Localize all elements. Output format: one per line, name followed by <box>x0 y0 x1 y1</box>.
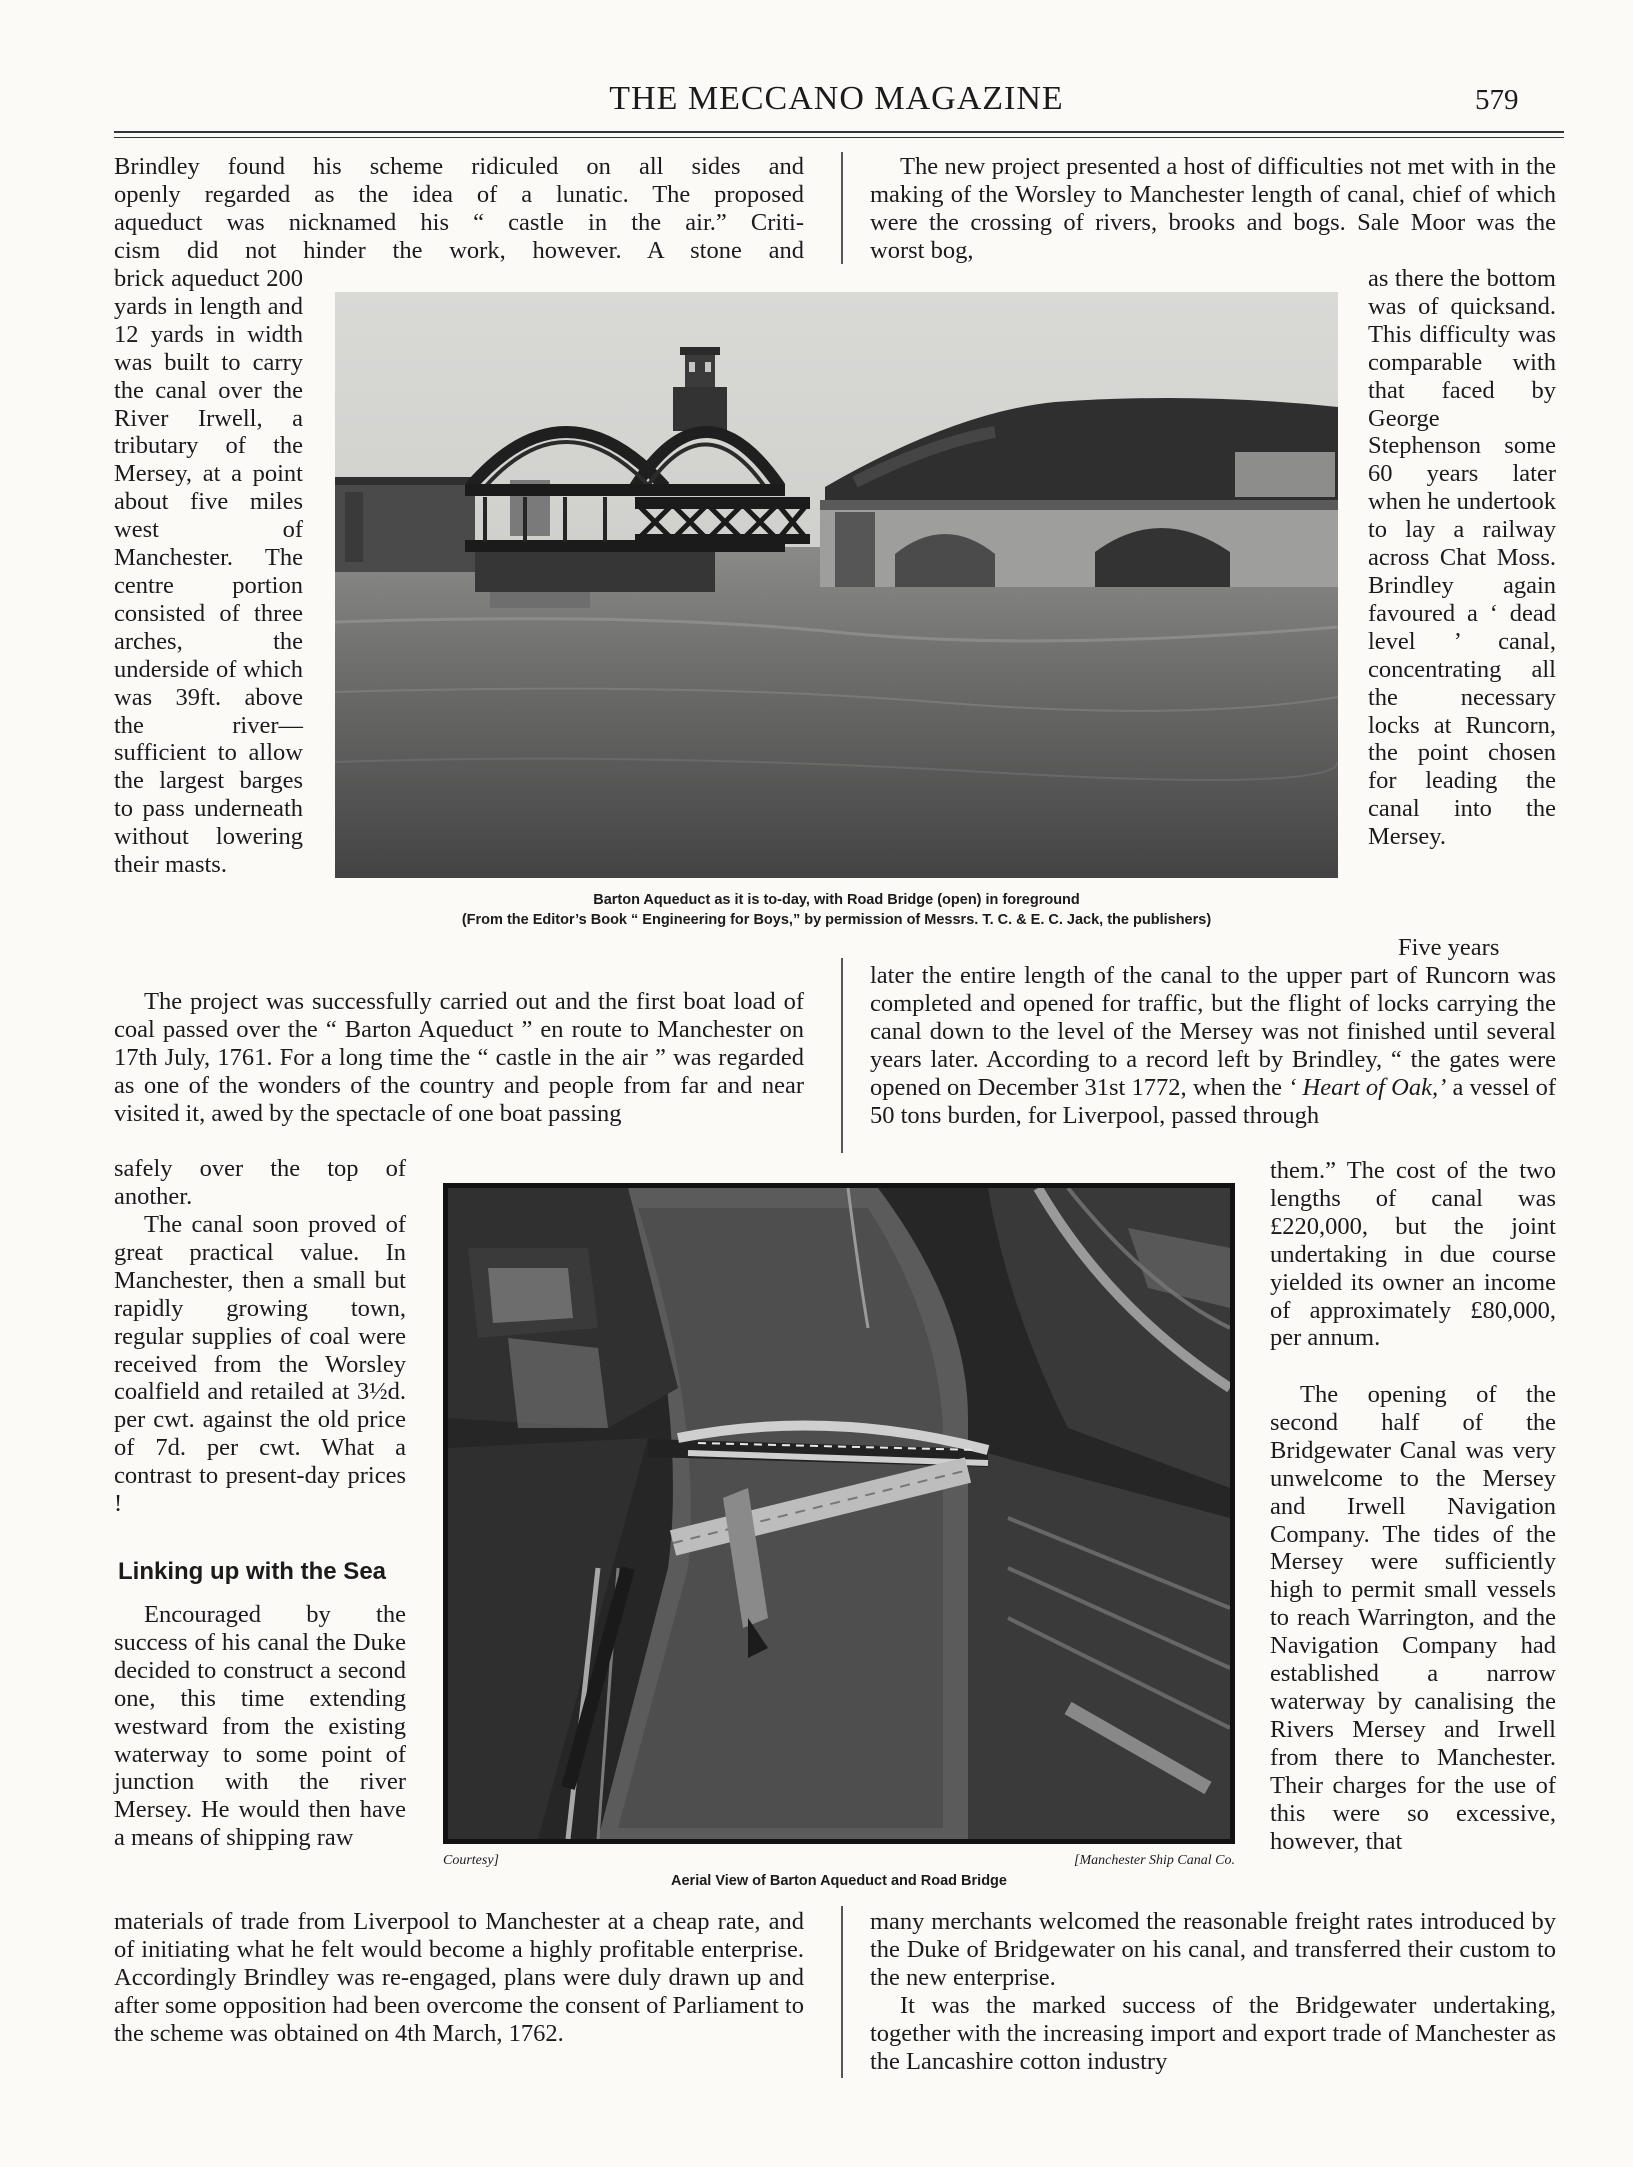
header-rule-thin <box>114 137 1564 138</box>
second-canal-paragraph-end: materials of trade from Liverpool to Manchester at a cheap rate, and of initiating what he felt would become a highly profitable enterprise. Accordingly Brindley was re-engaged, plans were duly drawn up and after some opposition had been overcome the consent of Parliament to the scheme was obtained on 4th March, 1762. <box>114 1908 804 2047</box>
text-line: openly regarded as the idea of a lunatic. The proposed <box>114 181 804 208</box>
merchants-paragraph: many merchants welcomed the reasonable freight rates introduced by the Duke of Bridgewater on his canal, and transferred their custom to the new enterprise. <box>870 1908 1556 1991</box>
difficulties-paragraph-narrow: as there the bottom was of quicksand. This difficulty was comparable with that faced by George Stephenson some 60 years later when he undertook to lay a railway across Chat Moss. Brindley again favoured a ‘ dead level ’ canal, concentrating all the necessary locks at Runcorn, the point chosen for leading the canal into the Mersey. <box>1368 265 1556 851</box>
figure-2-credit: [Manchester Ship Canal Co. <box>1074 1853 1235 1868</box>
runcorn-text: later the entire length of the canal to the upper part of Runcorn was completed and opened for traffic, but the flight of locks carrying the canal down to the level of the Mersey was not finished until several years later. According to a record left by Brindley, “ the gates were opened on December 31st 1772, when the <box>870 962 1556 1101</box>
aqueduct-photo <box>335 292 1338 878</box>
navigation-company-paragraph: The opening of the second half of the Bridgewater Canal was very unwelcome to the Mersey and Irwell Navigation Company. The tides of the Mersey were sufficiently high to permit small vessels to reach Warrington, and the Navigation Company had established a narrow waterway by canalising the Rivers Mersey and Irwell from there to Manchester. Their charges for the use of this were so excessive, however, that <box>1270 1381 1556 1855</box>
text-line: aqueduct was nicknamed his “ castle in the air.” Criti- <box>114 209 804 236</box>
ship-name: ‘ Heart of Oak,’ <box>1288 1073 1447 1101</box>
section-heading: Linking up with the Sea <box>118 1558 387 1585</box>
page-number: 579 <box>1475 84 1519 116</box>
figure-2-courtesy: Courtesy] <box>443 1853 499 1868</box>
cost-paragraph: them.” The cost of the two lengths of canal was £220,000, but the joint undertaking in due course yielded its owner an income of approximately £80,000, per annum. <box>1270 1157 1556 1352</box>
aqueduct-photo-image <box>335 292 1338 878</box>
runcorn-paragraph <box>870 962 1556 1129</box>
second-canal-paragraph: Encouraged by the success of his canal the Duke decided to construct a second one, this time extending westward from the existing waterway to some point of junction with the river Mersey. He would then have a means of shipping raw <box>114 1601 406 1852</box>
text-line: cism did not hinder the work, however. A stone and <box>114 237 804 264</box>
figure-1-credit: (From the Editor’s Book “ Engineering for Boys,” by permission of Messrs. T. C. & E. C. Jack, the publishers) <box>461 912 1212 928</box>
canal-value-paragraph: The canal soon proved of great practical value. In Manchester, then a small but rapidly growing town, regular supplies of coal were received from the Worsley coalfield and retailed at 3½d. per cwt. against the old price of 7d. per cwt. What a contrast to present-day prices ! <box>114 1211 406 1518</box>
five-years-line: Five years <box>1398 934 1500 961</box>
difficulties-paragraph: The new project presented a host of difficulties not met with in the making of the Worsley to Manchester length of canal, chief of which were the crossing of rivers, brooks and bogs. Sale Moor was the worst bog, <box>870 153 1556 264</box>
figure-1-caption: Barton Aqueduct as it is to-day, with Road Bridge (open) in foreground <box>593 892 1080 908</box>
column-divider <box>841 152 843 264</box>
column-divider <box>841 1906 843 2078</box>
aerial-photo <box>443 1183 1235 1844</box>
first-boat-paragraph-end: safely over the top of another. <box>114 1155 406 1210</box>
aqueduct-paragraph: brick aqueduct 200 yards in length and 12 yards in width was built to carry the canal over the River Irwell, a tributary of the Mersey, at a point about five miles west of Manchester. The centre portion consisted of three arches, the underside of which was 39ft. above the river—sufficient to allow the largest barges to pass underneath without lowering their masts. <box>114 265 303 879</box>
figure-2-caption: Aerial View of Barton Aqueduct and Road Bridge <box>671 1873 1007 1889</box>
first-boat-paragraph: The project was successfully carried out and the first boat load of coal passed over the “ Barton Aqueduct ” en route to Manchester on 17th July, 1761. For a long time the “ castle in the air ” was regarded as one of the wonders of the country and people from far and near visited it, awed by the spectacle of one boat passing <box>114 988 804 1127</box>
running-title: THE MECCANO MAGAZINE <box>609 80 1064 117</box>
success-paragraph: It was the marked success of the Bridgewater undertaking, together with the increasing import and export trade of Manchester as the Lancashire cotton industry <box>870 1992 1556 2075</box>
text-line: Brindley found his scheme ridiculed on all sides and <box>114 153 804 180</box>
runcorn-text-tail: a vessel of 50 tons burden, for Liverpool, passed through <box>870 1073 1556 1129</box>
aerial-photo-image <box>448 1188 1230 1839</box>
header-rule <box>114 131 1564 133</box>
column-divider <box>841 958 843 1153</box>
